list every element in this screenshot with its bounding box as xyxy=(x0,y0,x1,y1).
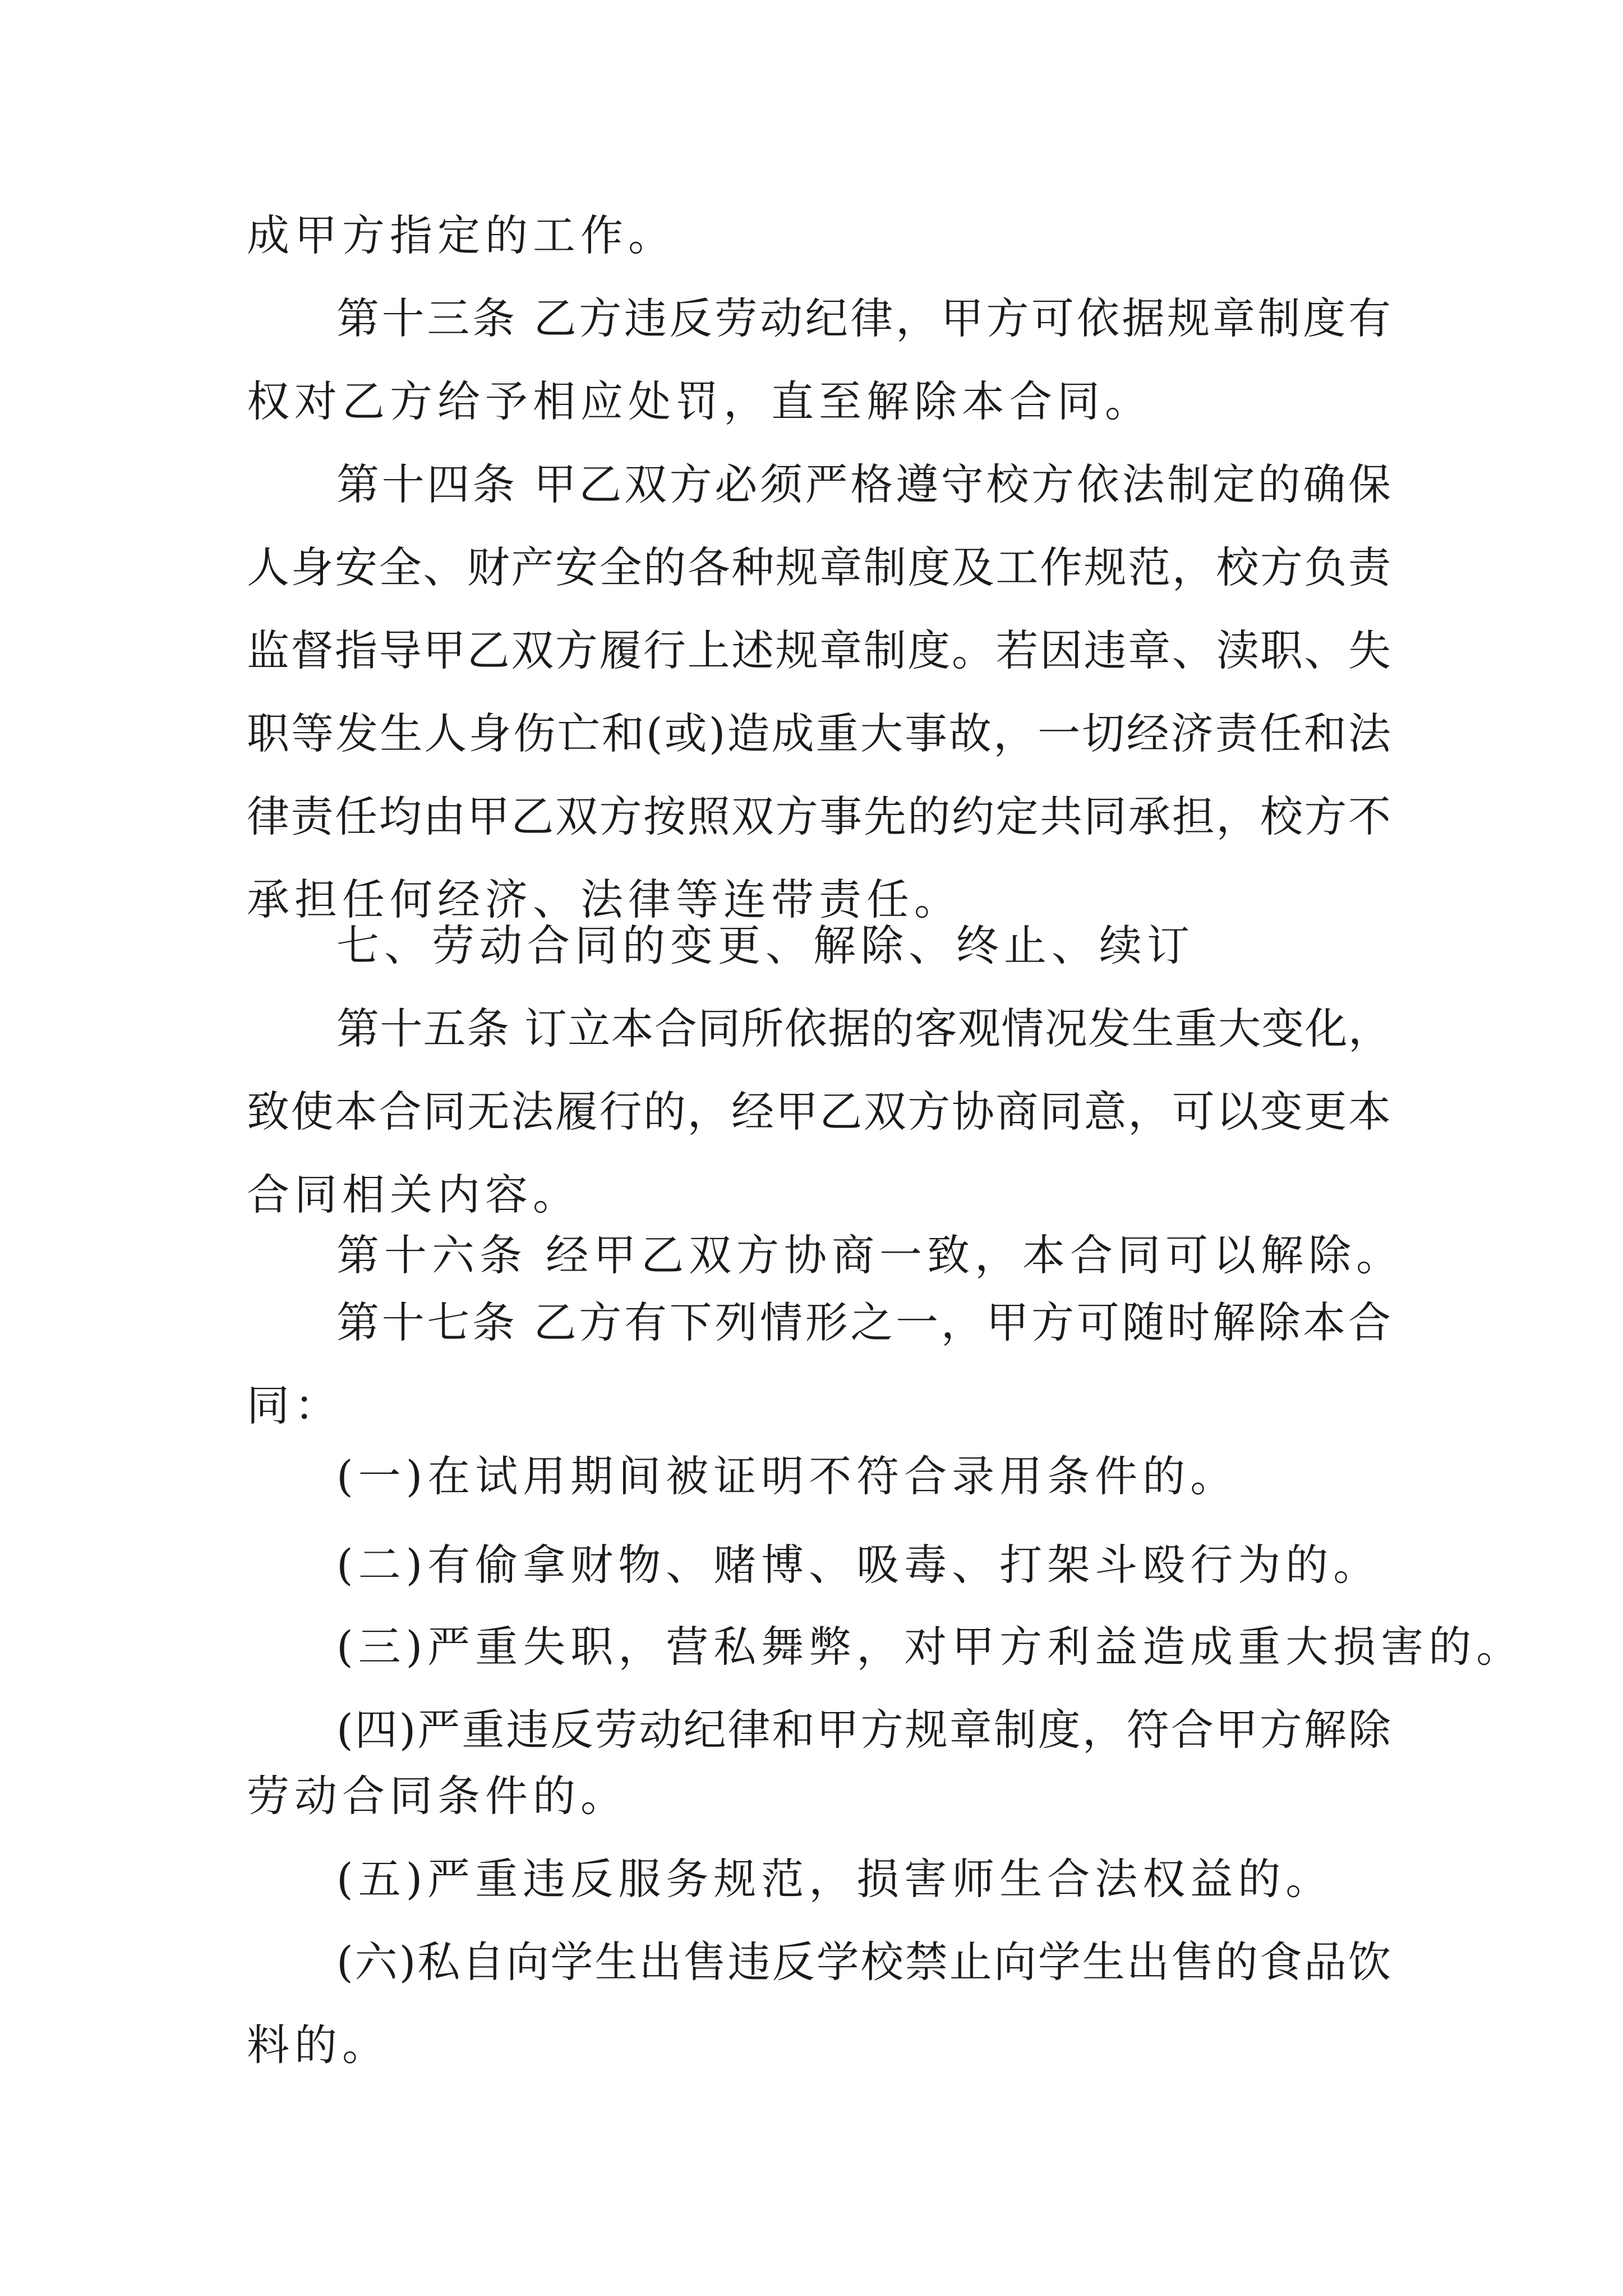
text-line: 成甲方指定的工作。 xyxy=(247,210,676,260)
text-line: 致使本合同无法履行的，经甲乙双方协商同意，可以变更本 xyxy=(247,1087,1391,1137)
list-item-1: (一)在试用期间被证明不符合录用条件的。 xyxy=(336,1451,1238,1501)
section-7-heading: 七、劳动合同的变更、解除、终止、续订 xyxy=(336,921,1195,970)
text-line: 职等发生人身伤亡和(或)造成重大事故，一切经济责任和法 xyxy=(247,708,1391,758)
text-line: 监督指导甲乙双方履行上述规章制度。若因违章、渎职、失 xyxy=(247,625,1391,675)
text-line: 料的。 xyxy=(247,2020,390,2070)
article-14-heading-line: 第十四条 甲乙双方必须严格遵守校方依法制定的确保 xyxy=(336,459,1391,509)
text-line: 合同相关内容。 xyxy=(247,1170,580,1220)
article-13-heading-line: 第十三条 乙方违反劳动纪律，甲方可依据规章制度有 xyxy=(336,293,1391,343)
article-16-line: 第十六条 经甲乙双方协商一致，本合同可以解除。 xyxy=(336,1230,1404,1280)
list-item-5: (五)严重违反服务规范，损害师生合法权益的。 xyxy=(336,1854,1334,1904)
text-line: 权对乙方给予相应处罚，直至解除本合同。 xyxy=(247,376,1152,426)
list-item-4-line: (四)严重违反劳动纪律和甲方规章制度，符合甲方解除 xyxy=(336,1705,1391,1755)
text-line: 律责任均由甲乙双方按照双方事先的约定共同承担，校方不 xyxy=(247,792,1391,841)
article-17-heading-line: 第十七条 乙方有下列情形之一，甲方可随时解除本合 xyxy=(336,1297,1391,1347)
article-15-heading-line: 第十五条 订立本合同所依据的客观情况发生重大变化， xyxy=(336,1004,1391,1053)
text-line: 承担任何经济、法律等连带责任。 xyxy=(247,875,962,924)
list-item-2: (二)有偷拿财物、赌博、吸毒、打架斗殴行为的。 xyxy=(336,1540,1381,1590)
list-item-3: (三)严重失职，营私舞弊，对甲方利益造成重大损害的。 xyxy=(336,1622,1524,1672)
text-line: 同： xyxy=(247,1381,342,1430)
text-line: 劳动合同条件的。 xyxy=(247,1771,628,1821)
list-item-6-line: (六)私自向学生出售违反学校禁止向学生出售的食品饮 xyxy=(336,1937,1391,1987)
text-line: 人身安全、财产安全的各种规章制度及工作规范，校方负责 xyxy=(247,542,1391,592)
